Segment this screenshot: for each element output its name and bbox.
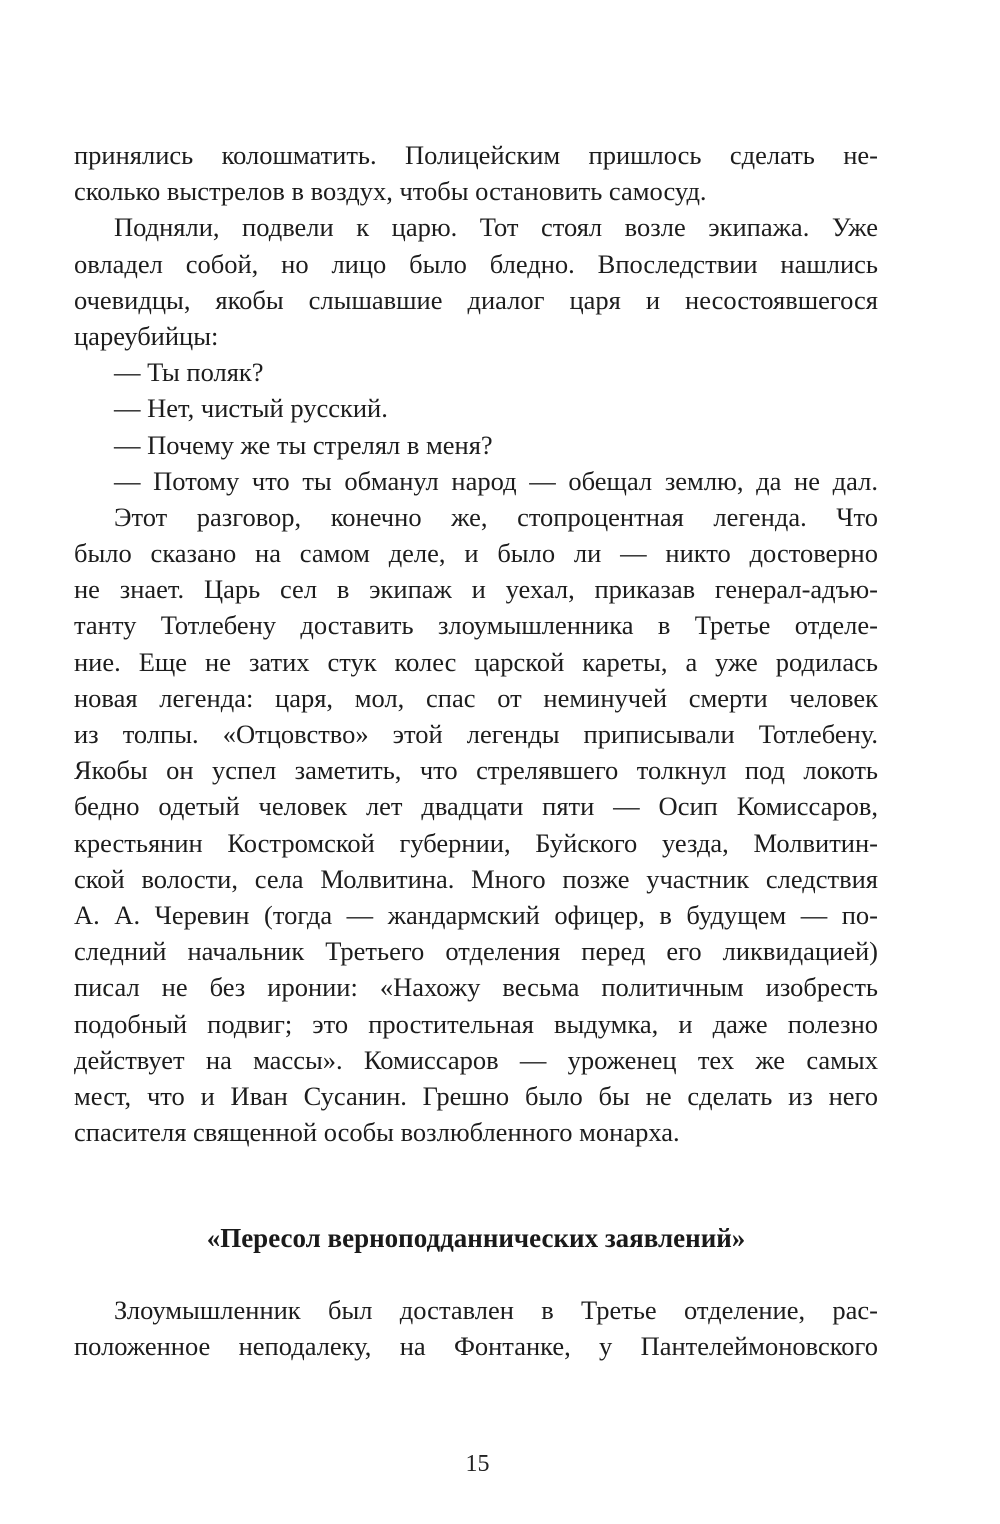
text-line: Якобы он успел заметить, что стрелявшего толкнул под локоть: [74, 755, 878, 786]
text-line: — Почему же ты стрелял в меня?: [114, 429, 493, 460]
text-line: мест, что и Иван Сусанин. Грешно было бы не сделать из него: [74, 1080, 878, 1111]
text-line: было сказано на самом деле, и было ли — никто достоверно: [74, 538, 878, 569]
text-line: бедно одетый человек лет двадцати пяти — Осип Комиссаров,: [74, 791, 878, 822]
text-line: не знает. Царь сел в экипаж и уехал, приказав генерал-адъю-: [74, 574, 878, 605]
text-line: А. А. Черевин (тогда — жандармский офицер, в будущем — по-: [74, 899, 878, 930]
text-line: овладел собой, но лицо было бледно. Впоследствии нашлись: [74, 248, 878, 279]
section-heading: «Пересол верноподданнических заявлений»: [206, 1223, 746, 1253]
text-line: подобный подвиг; это простительная выдумка, и даже полезно: [74, 1008, 878, 1039]
page-number: 15: [465, 1451, 490, 1477]
text-line: — Ты поляк?: [114, 357, 264, 388]
text-line: следний начальник Третьего отделения перед его ликвидацией): [74, 936, 878, 967]
text-line: Злоумышленник был доставлен в Третье отделение, рас-: [114, 1295, 878, 1325]
text-line: танту Тотлебену доставить злоумышленника в Третье отделе-: [74, 610, 878, 641]
text-line: ние. Еще не затих стук колес царской кареты, а уже родилась: [74, 646, 878, 677]
text-line: действует на массы». Комиссаров — уроженец тех же самых: [74, 1044, 878, 1075]
text-line: сколько выстрелов в воздух, чтобы остановить самосуд.: [74, 176, 707, 207]
body-text-top: [74, 137, 878, 1150]
text-line: из толпы. «Отцовство» этой легенды приписывали Тотлебену.: [74, 719, 878, 749]
text-line: принялись колошматить. Полицейским пришлось сделать не-: [74, 140, 878, 170]
text-line: спасителя священной особы возлюбленного монарха.: [74, 1117, 680, 1148]
text-line: крестьянин Костромской губернии, Буйского уезда, Молвитин-: [74, 827, 878, 858]
text-line: Этот разговор, конечно же, стопроцентная легенда. Что: [114, 501, 878, 532]
text-line: — Потому что ты обманул народ — обещал землю, да не дал.: [114, 465, 878, 496]
text-line: новая легенда: царя, мол, спас от неминучей смерти человек: [74, 682, 878, 713]
text-line: положенное неподалеку, на Фонтанке, у Пантелеймоновского: [74, 1331, 878, 1362]
body-text-bottom: [74, 1292, 878, 1364]
text-line: очевидцы, якобы слышавшие диалог царя и несостоявшегося: [74, 284, 878, 315]
text-line: писал не без иронии: «Нахожу весьма политичным изобресть: [74, 972, 878, 1003]
text-line: Подняли, подвели к царю. Тот стоял возле экипажа. Уже: [114, 212, 878, 243]
text-line: цареубийцы:: [74, 320, 219, 351]
text-line: ской волости, села Молвитина. Много позже участник следствия: [74, 863, 878, 894]
text-line: — Нет, чистый русский.: [114, 393, 388, 424]
